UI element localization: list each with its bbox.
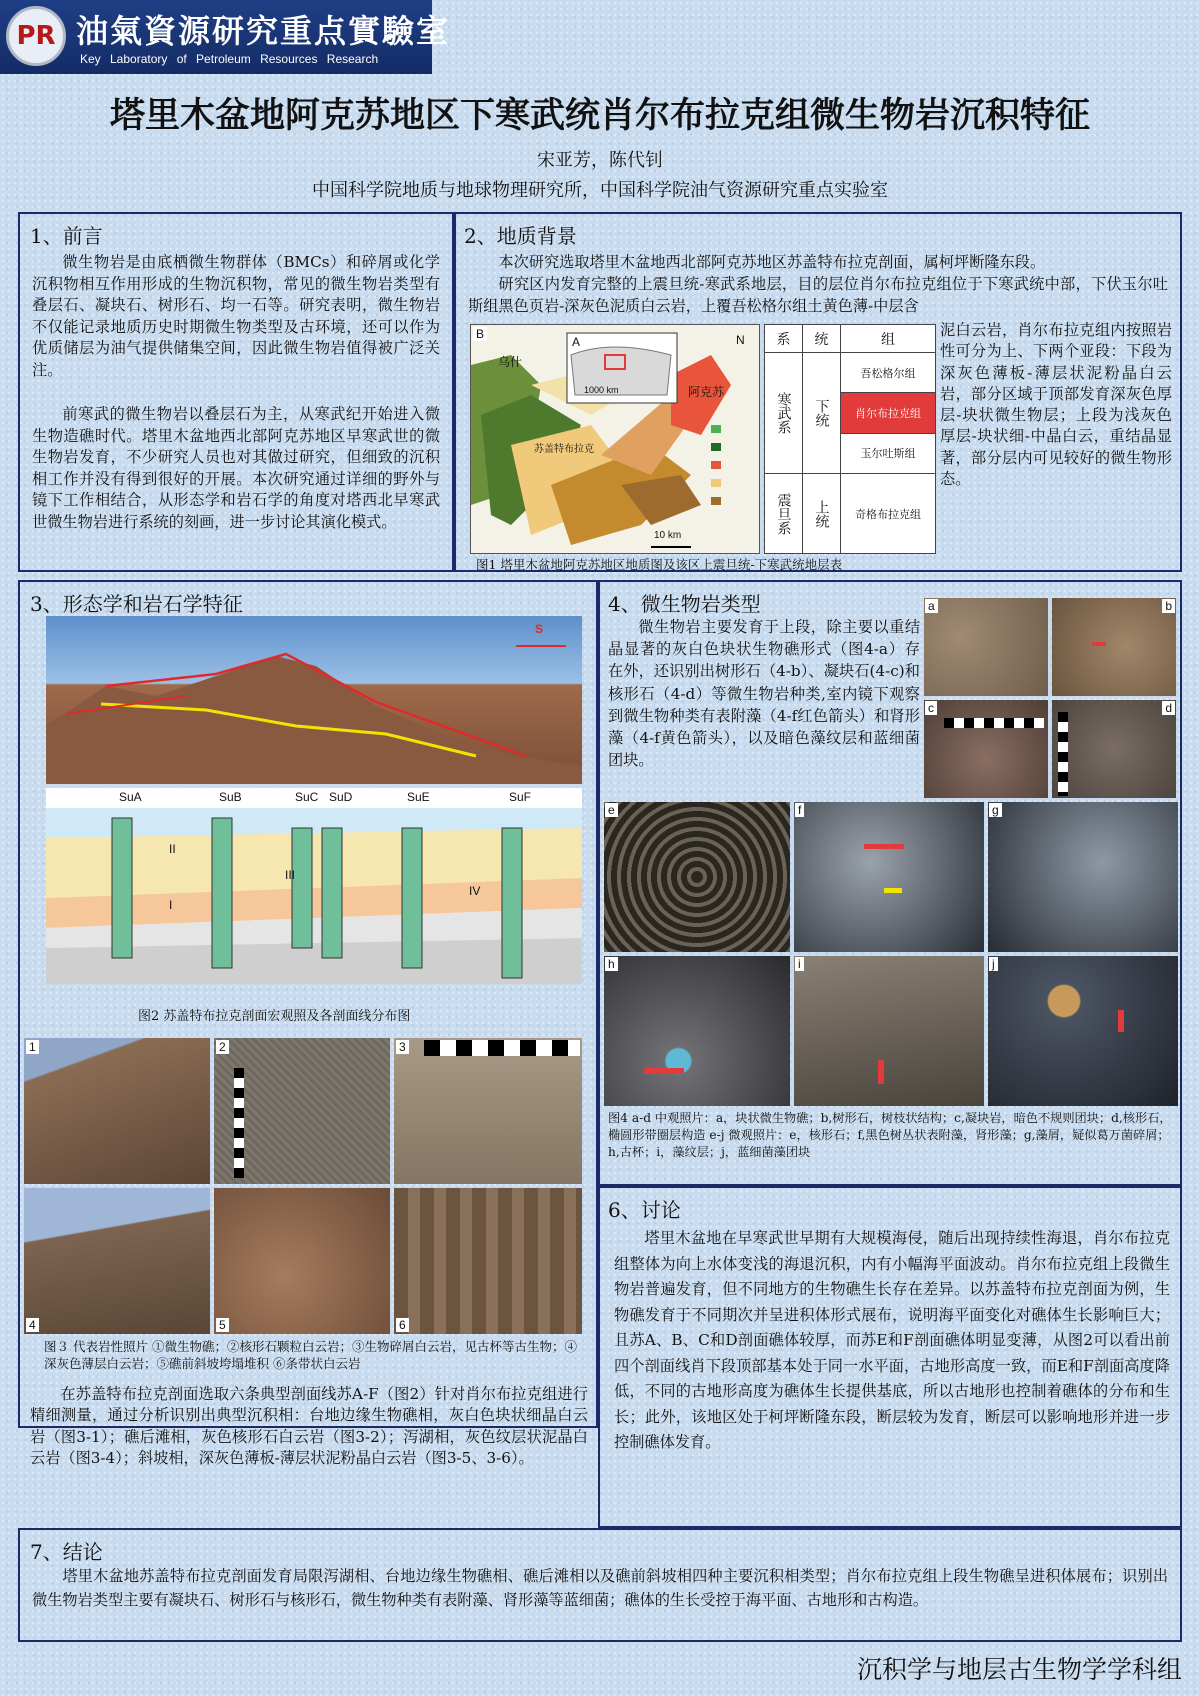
geology-paragraph-1: 本次研究选取塔里木盆地西北部阿克苏地区苏盖特布拉克剖面，属柯坪断隆东段。 xyxy=(498,253,1046,271)
section-label: SuF xyxy=(509,790,532,804)
section-correlation-diagram xyxy=(46,788,582,984)
photo-label: e xyxy=(605,803,618,817)
conclusion-paragraph: 塔里木盆地苏盖特布拉克剖面发育局限泻湖相、台地边缘生物礁相、礁后滩相以及礁前斜坡相四种主要沉积相类型；肖尔布拉克组上段生物礁呈进积体展布；识别出微生物岩类型主要有凝块石、树形石与核形石，微生物种类有表附藻、肾形藻等蓝细菌；礁体的生长受控于海平面、古地形和古构造。 xyxy=(32,1567,1168,1609)
photo-label: f xyxy=(795,803,804,817)
macro-photo xyxy=(1052,598,1176,696)
compass-label: S xyxy=(535,622,544,636)
yellow-arrow-icon xyxy=(884,888,902,893)
geology-paragraph-2: 研究区内发育完整的上震旦统-寒武系地层，目的层位肖尔布拉克组位于下寒武统中部，下伏玉尔吐斯组黑色页岩-深灰色泥质白云岩，上覆吾松格尔组土黄色薄-中层含 xyxy=(468,275,1168,315)
macro-photo xyxy=(924,700,1048,798)
scale-bar xyxy=(944,718,1044,728)
rock-photo xyxy=(24,1038,210,1184)
photo-label: h xyxy=(605,957,618,971)
micro-photo xyxy=(794,802,984,952)
section-morphology-petrology xyxy=(18,580,598,1428)
strat-header-formation: 组 xyxy=(841,325,936,353)
photo-label: 6 xyxy=(396,1318,409,1332)
strat-formation-xiaoerbulake: 肖尔布拉克组 xyxy=(841,393,936,433)
scale-bar xyxy=(1058,712,1068,796)
geology-paragraph-2-continued: 泥白云岩，肖尔布拉克组内按照岩性可分为上、下两个亚段：下段为深灰色薄板-薄层状泥粉晶白云岩，部分区域于顶部发育深灰色厚层-块状微生物层；上段为浅灰色厚层-块状细-中晶白云，重结晶显著，部分层内可见较好的微生物形态。 xyxy=(940,321,1172,489)
photo-label: j xyxy=(989,957,998,971)
authors: 宋亚芳，陈代钊 xyxy=(537,150,663,171)
strat-cambrian: 寒武系 xyxy=(765,353,803,474)
map-label-a: A xyxy=(569,335,583,349)
section-geologic-background xyxy=(454,212,1182,572)
strat-sinian: 震旦系 xyxy=(765,474,803,554)
stratigraphic-table xyxy=(764,324,936,554)
map-label-akesu: 阿克苏 xyxy=(688,385,725,399)
section-conclusion xyxy=(18,1528,1182,1642)
section-microbialite-types xyxy=(598,580,1182,1186)
strat-formation-qigebulake: 奇格布拉克组 xyxy=(841,474,936,554)
section-title: 1、前言 xyxy=(30,224,103,248)
photo-label: 3 xyxy=(396,1040,409,1054)
photo-label: b xyxy=(1162,599,1175,613)
strat-formation-yuertusi: 玉尔吐斯组 xyxy=(841,433,936,473)
affiliation: 中国科学院地质与地球物理研究所，中国科学院油气资源研究重点实验室 xyxy=(312,180,888,201)
research-group-footer: 沉积学与地层古生物学学科组 xyxy=(856,1655,1182,1684)
section-title: 3、形态学和岩石学特征 xyxy=(30,592,243,616)
strat-upper-series: 上统 xyxy=(803,474,841,554)
strat-header-series: 统 xyxy=(803,325,841,353)
correlation-drawing-svg xyxy=(46,788,582,984)
map-scale: 10 km xyxy=(654,530,682,541)
north-arrow-icon: N xyxy=(736,333,745,347)
outcrop-photo xyxy=(46,616,582,784)
section-title: 2、地质背景 xyxy=(464,224,577,248)
section-label: SuD xyxy=(329,790,353,804)
scale-bar xyxy=(234,1068,244,1178)
micro-photo xyxy=(988,802,1178,952)
micro-photo xyxy=(604,956,790,1106)
facies-label: I xyxy=(169,898,173,912)
figure-3-caption: 图３ 代表岩性照片 ①微生物礁；②核形石颗粒白云岩；③生物碎屑白云岩，见古杯等古生物；④深灰色薄层白云岩；⑤礁前斜坡垮塌堆积 ⑥条带状白云岩 xyxy=(44,1339,577,1371)
figure-4-caption: 图4 a-d 中观照片：a，块状微生物礁；b,树形石，树枝状结构；c,凝块岩，暗色不规则团块；d,核形石，椭圆形带圈层构造 e-j 微观照片：e，核形石；f,黑色树丛状表附藻，肾形藻；g,藻屑，疑似葛万菌碎屑；h,古杯；i，藻纹层；j，蓝细菌藻团块 xyxy=(608,1111,1172,1159)
outcrop-drawing-svg xyxy=(46,616,582,784)
lab-logo-icon: PR xyxy=(6,6,66,66)
photo-label: 1 xyxy=(26,1040,39,1054)
lab-name-cn: 油氣資源研究重点實驗室 xyxy=(76,12,451,50)
microbialite-paragraph: 微生物岩主要发育于上段，除主要以重结晶显著的灰白色块状生物礁形式（图4-a）存在外，还识别出树形石（4-b）、凝块石(4-c)和核形石（4-d）等微生物岩种类,室内镜下观察到微生物种类有表附藻（4-f红色箭头）和肾形藻（4-f黄色箭头），以及暗色藻纹层和蓝细菌团块。 xyxy=(608,618,920,770)
macro-photo xyxy=(1052,700,1176,798)
section-label: SuB xyxy=(219,790,242,804)
discussion-paragraph: 塔里木盆地在早寒武世早期有大规模海侵，随后出现持续性海退，肖尔布拉克组整体为向上水体变浅的海退沉积，内有小幅海平面波动。肖尔布拉克组上段微生物岩普遍发育，但不同地方的生物礁生长存在差异。以苏盖特布拉克剖面为例，生物礁发育于不同期次并呈进积体形式展布，说明海平面变化对礁体生长影响巨大；且苏A、B、C和D剖面礁体较厚，而苏E和F剖面礁体明显变薄，从图2可以看出前四个剖面线肖下段顶部基本处于同一水平面，古地形高度一致，而E和F剖面高度降低，不同的古地形高度为礁体生长提供基底，所以古地形也控制着礁体的分布和生长；此外，该地区处于柯坪断隆东段，断层较为发育，断层可以影响地形并进一步控制礁体发育。 xyxy=(614,1229,1170,1451)
photo-label: i xyxy=(795,957,804,971)
photo-label: 5 xyxy=(216,1318,229,1332)
section-discussion xyxy=(598,1186,1182,1528)
rock-photo xyxy=(394,1038,582,1184)
facies-label: II xyxy=(169,842,176,856)
intro-paragraph-2: 前寒武的微生物岩以叠层石为主，从寒武纪开始进入微生物造礁时代。塔里木盆地西北部阿克苏地区早寒武世的微生物岩发育，不少研究人员也对其做过研究，但细致的沉积相工作并没有得到很好的开展。本次研究通过详细的野外与镜下工作相结合，从形态学和岩石学的角度对塔西北早寒武世微生物岩进行系统的刻画，进一步讨论其演化模式。 xyxy=(32,405,440,531)
red-arrow-icon xyxy=(1118,1010,1124,1032)
section-label: SuC xyxy=(295,790,319,804)
map-label-b: B xyxy=(473,327,487,341)
rock-photo xyxy=(24,1188,210,1334)
macro-photo xyxy=(924,598,1048,696)
figure-2-caption: 图2 苏盖特布拉克剖面宏观照及各剖面线分布图 xyxy=(138,1009,411,1024)
photo-label: 4 xyxy=(26,1318,39,1332)
lab-logo-banner xyxy=(0,0,451,74)
micro-photo xyxy=(604,802,790,952)
strat-lower-series: 下统 xyxy=(803,353,841,474)
facies-label: III xyxy=(285,868,296,882)
section-title: 4、微生物岩类型 xyxy=(608,592,761,616)
red-arrow-icon xyxy=(644,1068,684,1074)
section-title: 7、结论 xyxy=(30,1540,103,1564)
strat-header-system: 系 xyxy=(765,325,803,353)
red-arrow-icon xyxy=(878,1060,884,1084)
strat-formation-wusonggeer: 吾松格尔组 xyxy=(841,353,936,393)
figure-1-caption: 图1 塔里木盆地阿克苏地区地质图及该区上震旦统-下寒武统地层表 xyxy=(476,557,843,572)
section-title: 6、讨论 xyxy=(608,1198,681,1222)
scale-bar xyxy=(424,1040,580,1056)
map-label-wushi: 乌什 xyxy=(498,355,523,369)
facies-label: IV xyxy=(469,884,481,898)
section-introduction xyxy=(18,212,454,572)
red-arrow-icon xyxy=(1092,642,1106,646)
section-label: SuA xyxy=(119,790,142,804)
poster-title: 塔里木盆地阿克苏地区下寒武统肖尔布拉克组微生物岩沉积特征 xyxy=(109,95,1090,136)
intro-paragraph-1: 微生物岩是由底栖微生物群体（BMCs）和碎屑或化学沉积物相互作用形成的生物沉积物，常见的微生物岩类型有叠层石、凝块石、树形石、均一石等。研究表明，微生物岩不仅能记录地质历史时期微生物类型及古环境，还可以作为优质储层为油气提供储集空间，因此微生物岩值得被广泛关注。 xyxy=(32,253,440,379)
lab-name-en: Key Laboratory of Petroleum Resources Research xyxy=(80,52,379,66)
morphology-paragraph: 在苏盖特布拉克剖面选取六条典型剖面线苏A-F（图2）针对肖尔布拉克组进行精细测量，通过分析识别出典型沉积相：台地边缘生物礁相，灰白色块状细晶白云岩（图3-1）；礁后滩相，灰色核形石白云岩（图3-2）；泻湖相，灰色纹层状泥晶白云岩（图3-4）；斜坡相，深灰色薄板-薄层状泥粉晶白云岩（图3-5、3-6）。 xyxy=(30,1385,588,1468)
photo-label: a xyxy=(925,599,938,613)
micro-photo xyxy=(988,956,1178,1106)
photo-label: g xyxy=(989,803,1002,817)
section-label: SuE xyxy=(407,790,430,804)
photo-label: 2 xyxy=(216,1040,229,1054)
geologic-map xyxy=(470,324,760,554)
inset-scale: 1000 km xyxy=(584,385,619,395)
rock-photo xyxy=(394,1188,582,1334)
rock-photo xyxy=(214,1188,390,1334)
map-label-sugaite: 苏盖特布拉克 xyxy=(534,444,594,455)
rock-photo xyxy=(214,1038,390,1184)
micro-photo xyxy=(794,956,984,1106)
photo-label: d xyxy=(1162,701,1175,715)
photo-label: c xyxy=(925,701,937,715)
red-arrow-icon xyxy=(864,844,904,849)
